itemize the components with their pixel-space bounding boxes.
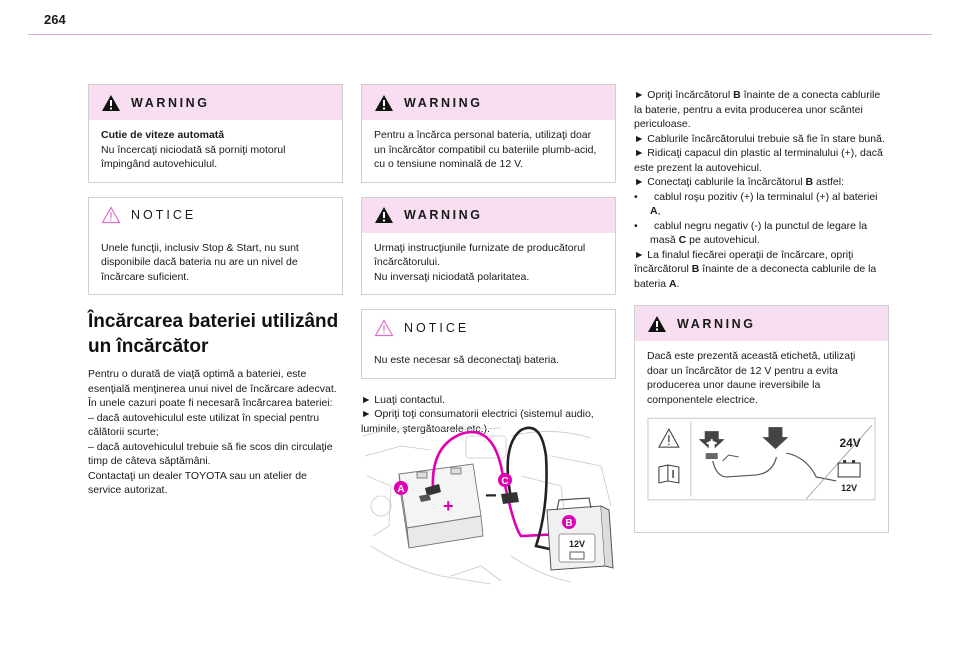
battery-charging-illustration — [361, 416, 616, 588]
warning-body — [635, 341, 888, 532]
label-24v: 24V — [839, 436, 861, 451]
warning-title: WARNING — [677, 316, 756, 331]
warning-box-polarity — [361, 197, 616, 296]
warning-heading: Cutie de viteze automată — [101, 129, 225, 141]
warning-title: WARNING — [131, 95, 210, 110]
column-1 — [88, 84, 343, 498]
bullet-ref: C — [678, 234, 687, 246]
bullet-text: cablul roşu pozitiv (+) la terminalul (+) al bateriei — [654, 190, 878, 203]
warning-text: Pentru a încărca personal bateria, utilizaţi doar un încărcător compatibil cu bateriile plumb-acid, cu o tensiune nominală de 12 V. — [374, 129, 597, 170]
notice-header — [362, 310, 615, 345]
section-dash-2: – dacă autovehiculul trebuie să fie scos din circulaţie timp de câteva săptămâni. — [88, 440, 333, 467]
bullet-dot: • — [634, 190, 638, 203]
step-ref: A — [669, 277, 677, 290]
warning-header — [635, 306, 888, 341]
bullet-dot: • — [634, 219, 638, 232]
warning-box-charger-type — [361, 84, 616, 183]
notice-body — [89, 233, 342, 295]
step-ref: B — [805, 176, 814, 188]
section-text — [88, 367, 343, 498]
label-a: A — [397, 484, 405, 495]
warning-triangle-icon — [374, 94, 394, 112]
section-title — [88, 309, 343, 359]
section-paragraph-1: Pentru o durată de viaţă optimă a bateriei, este esenţială menţinerea unui nivel de încărcare adecvat. — [88, 368, 337, 395]
step-ref: B — [733, 89, 741, 101]
section-paragraph-2: În unele cazuri poate fi necesară încărcarea bateriei: — [88, 397, 333, 409]
notice-body — [362, 345, 615, 378]
section-dash-1: – dacă autovehiculul este utilizat în special pentru călătorii scurte; — [88, 411, 320, 438]
step-text: . — [676, 277, 680, 290]
notice-title: NOTICE — [131, 208, 197, 222]
connection-steps — [634, 88, 889, 291]
warning-title: WARNING — [404, 95, 483, 110]
minus-sign: − — [485, 485, 497, 507]
section-paragraph-3: Contactaţi un dealer TOYOTA sau un atelier de service autorizat. — [88, 469, 307, 496]
step-ignition: ► Luaţi contactul. — [361, 393, 445, 406]
bullet-text: pe autovehicul. — [686, 234, 760, 246]
bullet-ref: A — [650, 205, 658, 217]
step-text: ► La finalul fiecărei operaţii de încărcare, opriţi încărcătorul — [634, 248, 854, 275]
warning-text-2: Nu inversaţi niciodată polaritatea. — [374, 270, 530, 283]
label-b: B — [565, 518, 573, 529]
step-end-charging — [634, 248, 889, 292]
label-12v: 12V — [841, 482, 858, 493]
warning-text: Dacă este prezentă această etichetă, utilizaţi doar un încărcător de 12 V pentru a evita producerea unor daune ireversibile la componentele electrice. — [647, 350, 856, 406]
step-text: astfel: — [813, 176, 845, 188]
step-text: ► Opriţi încărcătorul — [634, 89, 734, 101]
step-text: înainte de a deconecta cablurile de la bateria — [634, 263, 877, 290]
step-text: ► Conectaţi cablurile la încărcătorul — [634, 176, 806, 188]
charger-device — [547, 498, 613, 570]
warning-body — [362, 120, 615, 182]
notice-header — [89, 198, 342, 233]
column-2 — [361, 84, 616, 436]
bullet-red-cable — [634, 190, 889, 219]
charger-voltage: 12V — [568, 539, 586, 549]
warning-header — [362, 198, 615, 233]
warning-body — [89, 120, 342, 182]
warning-header — [362, 85, 615, 120]
bullet-text: , — [657, 205, 661, 217]
notice-box-disconnect — [361, 309, 616, 379]
step-lift-cover: ► Ridicaţi capacul din plastic al terminalului (+), dacă este prezent la autovehicul. — [634, 147, 883, 174]
warning-box-24v-label — [634, 305, 889, 533]
step-switch-off-charger — [634, 88, 889, 132]
warning-triangle-icon — [374, 206, 394, 224]
bullet-text: cablul negru negativ (-) la punctul de legare la masă — [650, 219, 868, 246]
warning-title: WARNING — [404, 208, 483, 222]
column-3 — [634, 88, 889, 547]
bullet-black-cable — [634, 219, 889, 248]
warning-text-1: Urmaţi instrucţiunile furnizate de producătorul încărcătorului. — [374, 241, 586, 268]
warning-triangle-icon — [101, 94, 121, 112]
label-c: C — [501, 476, 509, 487]
step-ref: B — [691, 263, 700, 275]
plus-sign: + — [443, 496, 454, 516]
charger-warning-label-illustration — [647, 417, 876, 517]
warning-triangle-icon — [647, 315, 667, 333]
notice-triangle-icon — [374, 319, 394, 337]
notice-text: Nu este necesar să deconectaţi bateria. — [374, 354, 560, 366]
step-consumers: ► Opriţi toţi consumatorii electrici (sistemul audio, luminile, ştergătoarele etc.). — [361, 408, 594, 435]
header-rule — [28, 34, 932, 35]
step-cables-condition: ► Cablurile încărcătorului trebuie să fie în stare bună. — [634, 132, 885, 145]
notice-box-stop-start — [88, 197, 343, 296]
notice-text: Unele funcţii, inclusiv Stop & Start, nu sunt disponibile dacă bateria nu are un nivel de încărcare suficient. — [101, 241, 299, 283]
step-connect-cables — [634, 175, 889, 190]
warning-body — [362, 233, 615, 295]
section-title-line-1: Încărcarea bateriei utilizând — [88, 311, 339, 332]
step-text: înainte de a conecta cablurile la baterie, pentru a evita producerea unor scântei periculoase. — [634, 89, 881, 130]
warning-header — [89, 85, 342, 120]
section-title-line-2: un încărcător — [88, 336, 209, 357]
warning-box-automatic-gearbox — [88, 84, 343, 183]
page-number: 264 — [44, 12, 66, 27]
notice-triangle-icon — [101, 206, 121, 224]
warning-text: Nu încercaţi niciodată să porniţi motorul împingând autovehiculul. — [101, 143, 286, 170]
notice-title: NOTICE — [404, 320, 470, 335]
